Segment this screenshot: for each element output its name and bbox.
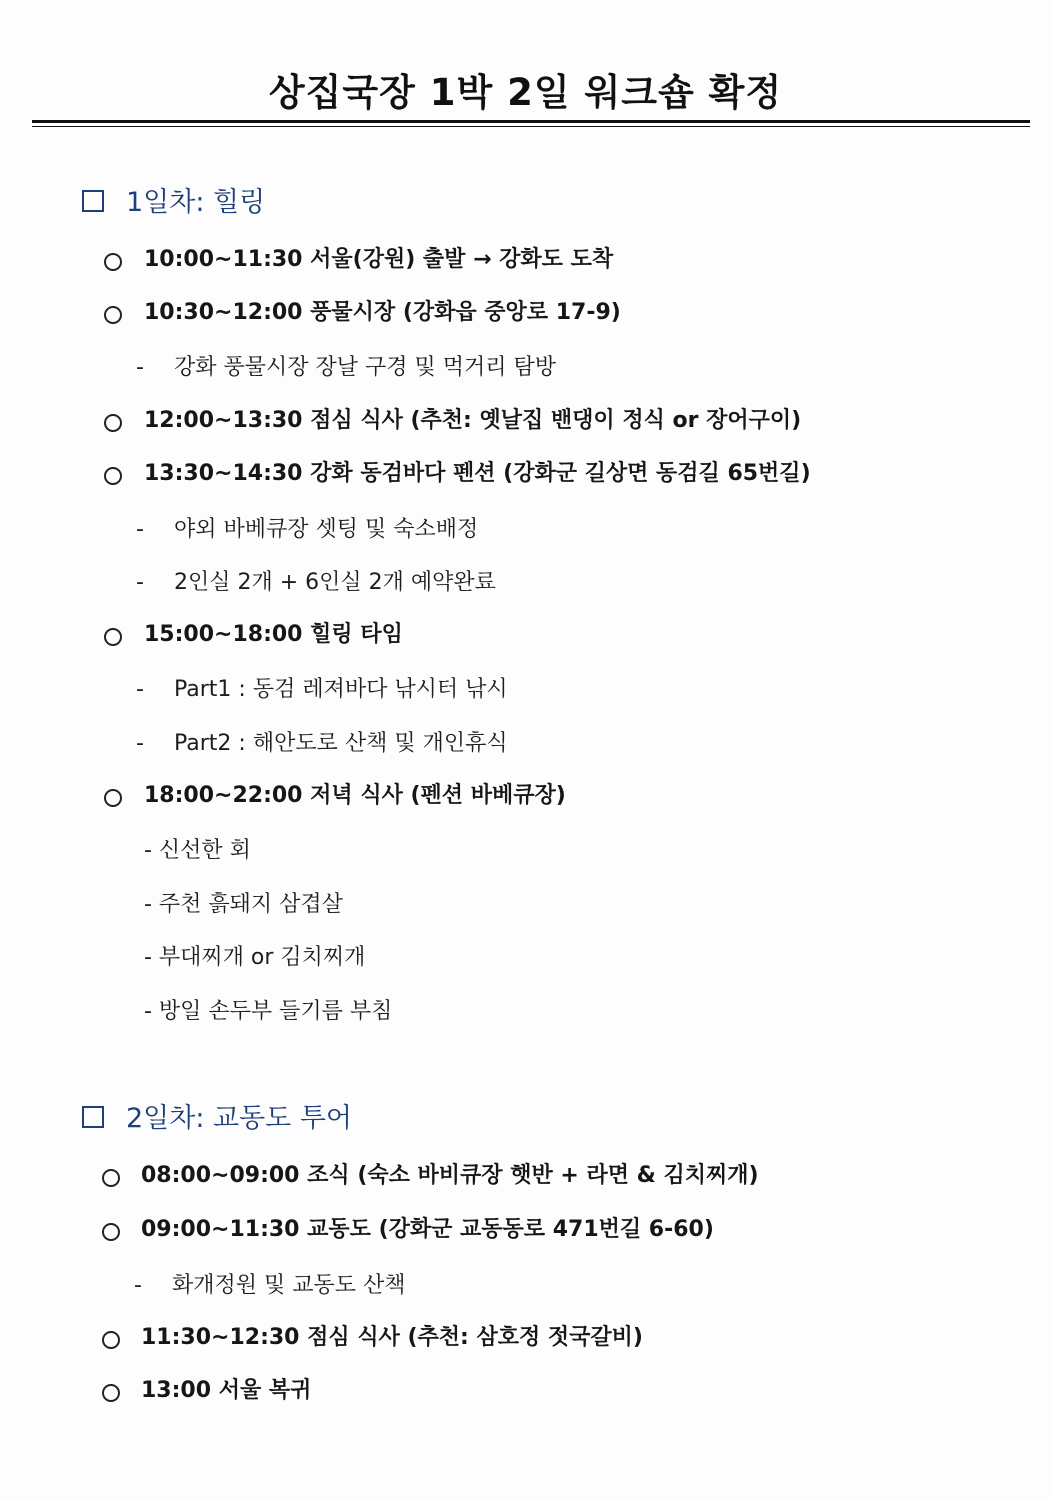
schedule-item: 13:00 서울 복귀 (141, 1378, 312, 1403)
schedule-subitem: Part1 : 동검 레져바다 낚시터 낚시 (174, 677, 508, 702)
schedule-subitem: Part2 : 해안도로 산책 및 개인휴식 (174, 731, 508, 756)
dash-bullet: - (134, 1273, 142, 1298)
bullet-circle-icon (104, 467, 122, 485)
menu-subitem: - 신선한 회 (144, 838, 251, 863)
title-rule-thick (32, 120, 1030, 123)
bullet-circle-icon (102, 1384, 120, 1402)
dash-bullet: - (136, 517, 144, 542)
dash-bullet: - (136, 570, 144, 595)
schedule-subitem: 강화 풍물시장 장날 구경 및 먹거리 탐방 (174, 355, 556, 380)
dash-bullet: - (136, 677, 144, 702)
schedule-item: 11:30~12:30 점심 식사 (추천: 삼호정 젓국갈비) (141, 1325, 643, 1350)
day1-heading-text: 1일차: 힐링 (126, 187, 266, 218)
schedule-subitem: 야외 바베큐장 셋팅 및 숙소배정 (174, 517, 479, 542)
checkbox-square-icon (82, 1106, 104, 1128)
schedule-item: 13:30~14:30 강화 동검바다 펜션 (강화군 길상면 동검길 65번길) (144, 461, 811, 486)
dash-bullet: - (136, 355, 144, 380)
dash-bullet: - (136, 731, 144, 756)
bullet-circle-icon (102, 1169, 120, 1187)
title-rule-thin (32, 126, 1030, 127)
schedule-subitem: 2인실 2개 + 6인실 2개 예약완료 (174, 570, 496, 595)
bullet-circle-icon (104, 628, 122, 646)
checkbox-square-icon (82, 190, 104, 212)
day2-heading (82, 1101, 352, 1137)
bullet-circle-icon (102, 1223, 120, 1241)
schedule-item: 10:30~12:00 풍물시장 (강화읍 중앙로 17-9) (144, 300, 621, 325)
day1-heading (82, 185, 265, 221)
schedule-item: 12:00~13:30 점심 식사 (추천: 옛날집 밴댕이 정식 or 장어구이) (144, 408, 802, 433)
schedule-item: 18:00~22:00 저녁 식사 (펜션 바베큐장) (144, 783, 566, 808)
day2-heading-text: 2일차: 교동도 투어 (126, 1103, 353, 1134)
bullet-circle-icon (102, 1331, 120, 1349)
bullet-circle-icon (104, 414, 122, 432)
menu-subitem: - 방일 손두부 들기름 부침 (144, 999, 393, 1024)
schedule-item: 08:00~09:00 조식 (숙소 바비큐장 햇반 + 라면 & 김치찌개) (141, 1163, 759, 1188)
menu-subitem: - 부대찌개 or 김치찌개 (144, 945, 366, 970)
bullet-circle-icon (104, 789, 122, 807)
document-title: 상집국장 1박 2일 워크숍 확정 (268, 71, 783, 114)
menu-subitem: - 주천 흙돼지 삼겹살 (144, 892, 343, 917)
schedule-subitem: 화개정원 및 교동도 산책 (172, 1273, 406, 1298)
bullet-circle-icon (104, 253, 122, 271)
bullet-circle-icon (104, 306, 122, 324)
schedule-item: 09:00~11:30 교동도 (강화군 교동동로 471번길 6-60) (141, 1217, 714, 1242)
schedule-item: 10:00~11:30 서울(강원) 출발 → 강화도 도착 (144, 247, 614, 272)
schedule-item: 15:00~18:00 힐링 타임 (144, 622, 403, 647)
